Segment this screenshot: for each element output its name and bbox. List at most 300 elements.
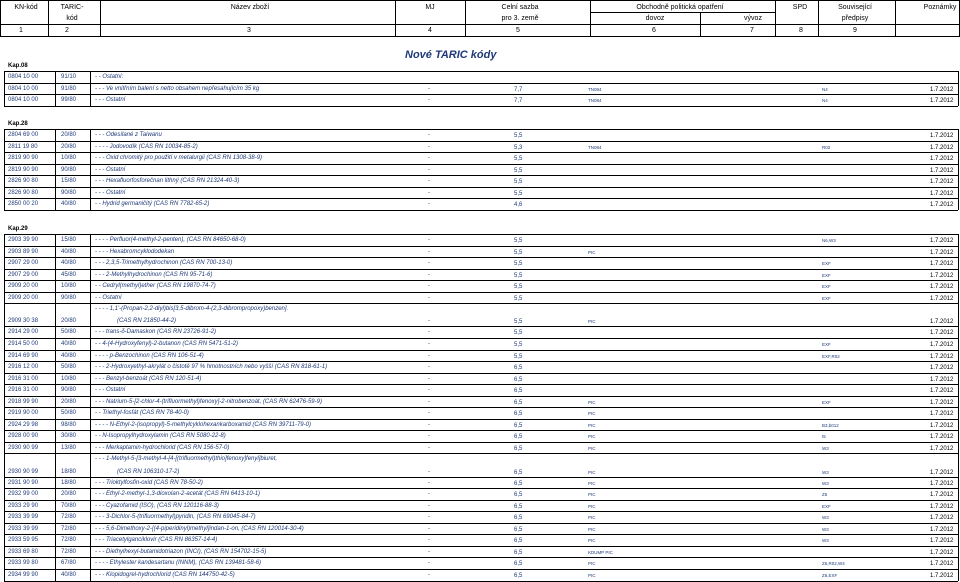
goods-description: - - - - Hexabromcyklododekan [95,248,175,255]
taric-code: 45/80 [61,271,77,278]
goods-description: - - - - Perfluor(4-methyl-2-penten), (CAS RN 84650-68-0) [95,237,246,243]
header-dovoz: dovoz [645,15,665,22]
table-column-divider [55,234,56,581]
related-regulations: W3 [822,480,829,486]
import-measure: PIC [588,492,596,498]
goods-description: - - Hydrid germaničitý (CAS RN 7782-65-2) [95,201,210,208]
unit: - [428,571,430,578]
duty-rate: 5,5 [514,261,523,268]
header-col-divider [775,0,776,36]
taric-code: 20/80 [61,398,77,405]
goods-description: - - - Triacetylganciklovir (CAS RN 86357-14-4) [95,537,218,544]
table-column-divider [90,129,91,210]
table-row-border [4,187,958,188]
kn-code: 2933 59 95 [8,537,39,544]
taric-code: 99/80 [61,97,77,104]
header-line-bottom [0,36,960,37]
kn-code: 2934 99 90 [8,571,39,578]
import-measure: TN084 [588,86,602,92]
kn-code: 2924 29 98 [8,421,39,428]
table-row-border [4,164,958,165]
unit: - [428,525,430,532]
table-row-border [4,569,958,570]
related-regulations: EXF [822,295,831,301]
duty-rate: 6,5 [514,549,523,556]
duty-rate: 5,5 [514,156,523,163]
import-measure: PIC [588,503,596,509]
goods-description: - - - Ostatní [95,166,126,173]
goods-description: - - - Trioktylfosfin-oxid (CAS RN 78-50-2) [95,479,203,486]
related-regulations: W3 [822,526,829,532]
kn-code: 2850 00 20 [8,201,39,208]
goods-description: - - Cedryl(methyl)ether (CAS RN 19870-74-7) [95,283,216,290]
header-mj: MJ [425,4,435,11]
kn-code: 2907 29 00 [8,271,39,278]
related-regulations: N4 [822,86,828,92]
duty-rate: 6,5 [514,561,523,568]
duty-rate: 5,5 [514,133,523,139]
col-number: 1 [19,27,23,34]
note-date: 1.7.2012 [930,330,954,337]
col-number: 5 [516,27,520,34]
import-measure: PIC [588,515,596,521]
import-measure: PIC [588,561,596,567]
import-measure: PIC [588,422,596,428]
table-row-border [4,350,958,351]
unit: - [428,491,430,498]
taric-code: 10/80 [61,283,77,290]
header-taric-1: TARIC- [60,4,84,11]
goods-description: - - - trans-δ-Damaskon (CAS RN 23726-91-2) [95,329,217,336]
goods-description: - - - - Jodovodík (CAS RN 10034-85-2) [95,143,198,150]
taric-code: 91/10 [61,74,77,80]
note-date: 1.7.2012 [930,492,954,499]
note-date: 1.7.2012 [930,434,954,441]
goods-description: - - - Diethylhexyl-butamidotriazon (INCI), (CAS RN 154702-15-5) [95,548,267,555]
duty-rate: 6,5 [514,376,523,383]
table-row-border [4,488,958,489]
kn-code: 2933 39 99 [8,525,39,532]
note-date: 1.7.2012 [930,353,954,360]
kn-code: 2928 00 90 [8,433,39,440]
duty-rate: 6,5 [514,503,523,510]
unit: - [428,294,430,301]
import-measure: PIC [588,526,596,532]
col-number: 4 [428,27,432,34]
kn-code: 2819 90 90 [8,155,39,162]
unit: - [428,283,430,290]
related-regulations: EXF [822,341,831,347]
taric-code: 20/80 [61,318,77,325]
kn-code: 2918 99 90 [8,398,39,405]
taric-code: 13/80 [61,444,77,451]
unit: - [428,410,430,417]
import-measure: TN084 [588,144,602,150]
kn-code: 2916 31 00 [8,375,39,382]
header-line-mid [0,24,960,25]
unit: - [428,421,430,428]
chapter-label: Kap.29 [8,226,28,232]
unit: - [428,318,430,325]
goods-description: - - - 3-Dichlor-5-(trifluormethyl)pyridin, (CAS RN 69045-84-7) [95,514,256,521]
chapter-label: Kap.08 [8,63,28,69]
note-date: 1.7.2012 [930,365,954,372]
unit: - [428,387,430,394]
col-number: 6 [652,27,656,34]
kn-code: 2909 20 00 [8,283,39,290]
kn-code: 2909 30 38 [8,318,39,325]
note-date: 1.7.2012 [930,480,954,487]
duty-rate: 6,5 [514,515,523,522]
note-date: 1.7.2012 [930,572,954,579]
kn-code: 2933 99 80 [8,560,39,567]
col-number: 7 [750,27,754,34]
related-regulations: W3 [822,445,829,451]
goods-description: - - 4-(4-Hydroxyfenyl)-2-butanon (CAS RN 5471-51-2) [95,340,239,347]
note-date: 1.7.2012 [930,133,954,139]
table-row-border [4,152,958,153]
kn-code: 2907 29 00 [8,260,39,267]
note-date: 1.7.2012 [930,156,954,163]
table-row-border [4,71,958,72]
header-nazev-zbozi: Název zboží [230,4,270,11]
related-regulations: W3 [822,515,829,521]
note-date: 1.7.2012 [930,399,954,406]
kn-code: 2914 29 00 [8,329,39,336]
kn-code: 2914 69 90 [8,352,39,359]
kn-code: 2819 90 90 [8,166,39,173]
header-obchodne: Obchodně politická opatření [636,4,724,11]
duty-rate: 5,5 [514,330,523,337]
header-spd: SPD [792,4,808,11]
taric-code: 72/80 [61,514,77,521]
duty-rate: 5,5 [514,167,523,174]
table-row-border [4,361,958,362]
note-date: 1.7.2012 [930,469,954,476]
duty-rate: 5,5 [514,284,523,291]
related-regulations: EXF,R02 [822,353,840,359]
table-row-border [4,141,958,142]
note-date: 1.7.2012 [930,295,954,302]
import-measure: PIC [588,445,596,451]
taric-code: 18/80 [61,479,77,486]
header-vyvoz: vývoz [744,15,762,22]
goods-description: - - Ostatní [95,294,122,301]
duty-rate: 7,7 [514,98,523,105]
table-column-divider [4,71,5,106]
header-col-divider [100,0,101,36]
taric-code: 50/80 [61,329,77,336]
duty-rate: 6,5 [514,411,523,418]
duty-rate: 6,5 [514,445,523,452]
table-row-border [4,511,958,512]
related-regulations: EXF [822,272,831,278]
unit: - [428,468,430,475]
unit: - [428,201,430,208]
unit: - [428,502,430,509]
kn-code: 2930 90 99 [8,444,39,451]
unit: - [428,237,430,243]
table-row-border [4,83,958,84]
taric-code: 70/80 [61,502,77,509]
table-row-border [4,430,958,431]
table-column-divider [90,234,91,581]
header-col-divider [395,0,396,36]
note-date: 1.7.2012 [930,549,954,556]
table-row-border [4,384,958,385]
table-column-divider [4,129,5,210]
related-regulations: Z5 [822,492,828,498]
unit: - [428,479,430,486]
unit: - [428,433,430,440]
taric-code: 67/80 [61,560,77,567]
goods-description-cont: (CAS RN 21850-44-2) [117,318,177,325]
duty-rate: 6,5 [514,365,523,372]
unit: - [428,340,430,347]
taric-code: 40/80 [61,352,77,359]
related-regulations: W3 [822,538,829,544]
taric-code: 91/80 [61,85,77,92]
kn-code: 2916 12 00 [8,364,39,371]
table-row-border [4,557,958,558]
goods-description: - - - Oxid chromitý pro použití v metalurgii (CAS RN 1308-38-9) [95,155,263,162]
goods-description: - - - Natrium-5-[2-chlor-4-(trifluormethyl)fenoxy]-2-nitrobenzoát, (CAS RN 62476-59-9) [95,398,322,405]
goods-description: - - - Ostatní [95,387,126,394]
kn-code: 0804 10 00 [8,85,39,92]
table-row-border [4,523,958,524]
duty-rate: 6,5 [514,492,523,499]
related-regulations: EXF [822,261,831,267]
note-date: 1.7.2012 [930,376,954,383]
unit: - [428,548,430,555]
duty-rate: 5,5 [514,353,523,360]
related-regulations: EXF [822,284,831,290]
goods-description: - - - 2,3,5-Trimethylhydrochinon (CAS RN 700-13-0) [95,260,233,267]
chapter-label: Kap.28 [8,121,28,127]
kn-code: 2909 20 00 [8,294,39,301]
goods-description: - - Triethyl-fosfát (CAS RN 78-40-0) [95,410,189,417]
duty-rate: 6,5 [514,422,523,429]
unit: - [428,352,430,359]
kn-code: 2919 90 00 [8,410,39,417]
kn-code: 2903 89 90 [8,248,39,255]
table-row-border [4,546,958,547]
unit: - [428,178,430,185]
goods-description: - - - Ostatní [95,97,126,104]
table-column-divider [90,71,91,106]
goods-description: - - - Odesílané z Taiwanu [95,132,162,138]
taric-code: 20/80 [61,132,77,138]
import-measure: PIC [588,572,596,578]
table-row-border [4,94,958,95]
taric-code: 90/80 [61,166,77,173]
duty-rate: 5,3 [514,144,523,151]
import-measure: PIC [588,249,596,255]
kn-code: 2914 50 00 [8,340,39,347]
header-col-divider [895,0,896,36]
kn-code: 2811 19 80 [8,143,38,150]
taric-code: 50/80 [61,410,77,417]
import-measure: PIC [588,469,596,475]
related-regulations: N4 [822,98,828,104]
table-row-border [4,419,958,420]
table-row-border [4,373,958,374]
header-col-divider [0,0,1,36]
related-regulations: N6,W3 [822,238,836,243]
table-column-divider [958,129,959,210]
kn-code: 2916 31 00 [8,387,39,394]
taric-code: 98/80 [61,421,77,428]
header-line-obchodne [590,12,775,13]
import-measure: PIC [588,434,596,440]
note-date: 1.7.2012 [930,341,954,348]
table-row-border [4,280,958,281]
header-line-top [0,0,960,1]
goods-description: - - - Merkaptamin-hydrochlorid (CAS RN 156-57-0) [95,444,230,451]
note-date: 1.7.2012 [930,190,954,197]
table-row-border [4,246,958,247]
duty-rate: 6,5 [514,434,523,441]
duty-rate: 5,5 [514,341,523,348]
note-date: 1.7.2012 [930,515,954,522]
kn-code: 2903 39 90 [8,237,39,243]
table-row-border [4,442,958,443]
table-row-border [4,303,958,304]
note-date: 1.7.2012 [930,238,954,244]
note-date: 1.7.2012 [930,411,954,418]
goods-description: - - - 2-Methylhydrochinon (CAS RN 95-71-6) [95,271,213,278]
table-row-border [4,292,958,293]
taric-code: 40/80 [61,571,77,578]
header-col-divider [818,0,819,36]
goods-description: - - - - p-Benzochinon (CAS RN 106-51-4) [95,352,204,359]
related-regulations: W3 [822,469,829,475]
duty-rate: 5,5 [514,272,523,279]
header-celni-sazba-1: Celní sazba [501,4,539,11]
taric-code: 72/80 [61,548,77,555]
taric-code: 72/80 [61,525,77,532]
goods-description: - - - Ve vnitřním balení s netto obsahem nepřesahujícím 35 kg [95,85,260,92]
table-row-border [4,396,958,397]
table-column-divider [958,234,959,581]
col-number: 2 [65,27,69,34]
table-row-border [4,257,958,258]
table-row-border [4,500,958,501]
unit: - [428,364,430,371]
import-measure: PIC [588,319,596,325]
note-date: 1.7.2012 [930,388,954,395]
goods-description: - - - Benzyl-benzoát (CAS RN 120-51-4) [95,375,202,382]
table-row-border [4,210,958,211]
note-date: 1.7.2012 [930,284,954,291]
table-column-divider [55,129,56,210]
taric-code: 40/80 [61,340,77,347]
table-row-border [4,129,958,130]
table-row-border [4,581,958,582]
goods-description: - - - Cyazofamid (ISO), (CAS RN 120116-88-3) [95,502,219,509]
header-col-divider [48,0,49,36]
unit: - [428,329,430,336]
taric-code: 10/80 [61,375,77,382]
import-measure: PIC [588,538,596,544]
goods-description: - - - Ostatní [95,189,126,196]
note-date: 1.7.2012 [930,538,954,545]
duty-rate: 5,5 [514,319,523,326]
taric-code: 40/80 [61,201,77,208]
note-date: 1.7.2012 [930,526,954,533]
table-row-border [4,338,958,339]
table-row-border [4,106,958,107]
goods-description: - - - 2-Hydroxyethyl-akrylát o čistotě 97 % hmotnostních nebo vyšší (CAS RN 818-61-1) [95,364,328,371]
duty-rate: 4,6 [514,202,523,209]
taric-code: 72/80 [61,537,77,544]
unit: - [428,166,430,173]
related-regulations: EXF [822,399,831,405]
duty-rate: 6,5 [514,572,523,579]
taric-code: 40/80 [61,260,77,267]
note-date: 1.7.2012 [930,144,954,151]
unit: - [428,375,430,382]
goods-description: - - - - Ethylester kandesartanu (INNM), (CAS RN 139481-58-6) [95,560,262,567]
note-date: 1.7.2012 [930,561,954,568]
duty-rate: 5,5 [514,190,523,197]
table-row-border [4,534,958,535]
note-date: 1.7.2012 [930,86,954,93]
goods-description: - - Ostatní: [95,74,124,80]
import-measure: TN084 [588,98,602,104]
unit: - [428,537,430,544]
unit: - [428,260,430,267]
header-taric-2: kód [66,15,78,22]
related-regulations: EXF [822,503,831,509]
duty-rate: 6,5 [514,388,523,395]
duty-rate: 6,5 [514,538,523,545]
taric-code: 90/80 [61,294,77,301]
goods-description: - - - - 1,1'-(Propan-2,2-diyl)bis[3,5-dibrom-4-(2,3-dibrompropoxy)benzen]. [95,306,289,313]
import-measure: PIC [588,411,596,417]
unit: - [428,444,430,451]
goods-description: - - - Ethyl-2-methyl-1,3-dioxolan-2-acetát (CAS RN 6413-10-1) [95,491,261,498]
table-row-border [4,234,958,235]
table-column-divider [4,234,5,581]
header-souvisejici-1: Související [838,4,872,11]
kn-code: 0804 10 00 [8,97,39,104]
note-date: 1.7.2012 [930,503,954,510]
table-row-border [4,477,958,478]
taric-code: 20/80 [61,143,77,150]
duty-rate: 5,5 [514,249,523,256]
import-measure: PIC [588,399,596,405]
goods-description: - - N-Isopropylhydroxylamin (CAS RN 5080-22-8) [95,433,226,440]
note-date: 1.7.2012 [930,261,954,268]
goods-description: - - - 5,6-Dimethoxy-2-[(4-piperidinyl)methyl]indan-1-on, (CAS RN 120014-30-4) [95,525,304,532]
col-number: 3 [247,27,251,34]
kn-code: 2933 39 99 [8,514,39,521]
kn-code: 0804 10 00 [8,74,39,80]
kn-code: 2933 29 90 [8,502,39,509]
related-regulations: I5 [822,434,826,440]
note-date: 1.7.2012 [930,445,954,452]
taric-code: 18/80 [61,468,77,475]
header-poznamky: Poznámky [923,4,957,11]
goods-description: - - - - N-Ethyl-2-(isopropyl)-5-methylcyklohexankarboxamid (CAS RN 39711-79-0) [95,421,311,428]
kn-code: 2826 90 80 [8,178,39,185]
related-regulations: R02 [822,144,831,150]
taric-code: 90/80 [61,387,77,394]
unit: - [428,85,430,92]
unit: - [428,155,430,162]
table-column-divider [958,71,959,106]
